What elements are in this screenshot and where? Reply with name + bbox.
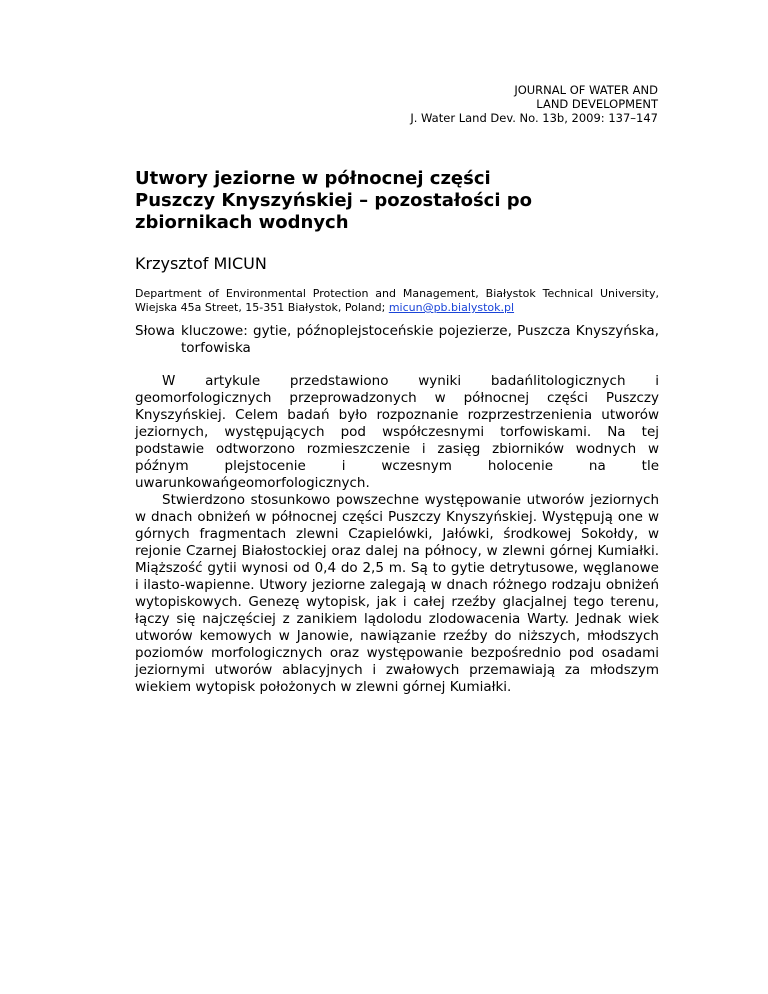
author-email-link[interactable]: micun@pb.bialystok.pl <box>388 301 515 314</box>
journal-citation: J. Water Land Dev. No. 13b, 2009: 137–147 <box>410 111 658 125</box>
journal-name-line1: JOURNAL OF WATER AND <box>514 83 658 97</box>
abstract-paragraph-1: W artykule przedstawiono wyniki badańlitologicznych i geomorfologicznych przeprowadzonych w północnej części Puszczy Knyszyńskiej. Celem badań było rozpoznanie rozprzestrzenienia utworów jeziornych, występujących pod współczesnymi torfowiskami. Na tej podstawie odtworzono rozmieszczenie i zasięg zbiorników wodnych w późnym plejstocenie i wczesnym holocenie na tle uwarunkowańgeomorfologicznych. <box>135 373 659 491</box>
journal-name-line2: LAND DEVELOPMENT <box>536 97 658 111</box>
author-name: Krzysztof MICUN <box>135 254 267 273</box>
keywords-text: kluczowe: gytie, późnoplejstoceńskie pojezierze, Puszcza Knyszyńska, torfowiska <box>181 323 659 356</box>
abstract-paragraph-2: Stwierdzono stosunkowo powszechne występowanie utworów jeziornych w dnach obniżeń w północnej części Puszczy Knyszyńskiej. Występują one w górnych fragmentach zlewni Czapielówki, Jałówki, środkowej Sokołdy, w rejonie Czarnej Białostockiej oraz dalej na północy, w zlewni górnej Kumiałki. Miąższość gytii wynosi od 0,4 do 2,5 m. Są to gytie detrytusowe, węglanowe i ilasto-wapienne. Utwory jeziorne zalegają w dnach różnego rodzaju obniżeń wytopiskowych. Genezę wytopisk, jak i całej rzeźby glacjalnej tego terenu, łączy się najczęściej z zanikiem lądolodu zlodowacenia Warty. Jednak wiek utworów kemowych w Janowie, nawiązanie rzeźby do niższych, młodszych poziomów morfologicznych oraz występowanie bezpośrednio pod osadami jeziornymi utworów ablacyjnych i zwałowych przemawiają za młodszym wiekiem wytopisk położonych w zlewni górnej Kumiałki. <box>135 492 659 695</box>
affiliation-text: Department of Environmental Protection and Management, Białystok Technical University, Wiejska 45a Street, 15-351 Białystok, Poland; <box>135 287 659 314</box>
paper-title: Utwory jeziorne w północnej części Puszczy Knyszyńskiej – pozostałości po zbiornikach wodnych <box>135 168 533 233</box>
keywords-label: Słowa <box>135 323 175 339</box>
author-affiliation <box>135 287 659 315</box>
keywords-block <box>135 323 659 357</box>
abstract <box>135 373 659 696</box>
journal-header <box>410 83 658 125</box>
